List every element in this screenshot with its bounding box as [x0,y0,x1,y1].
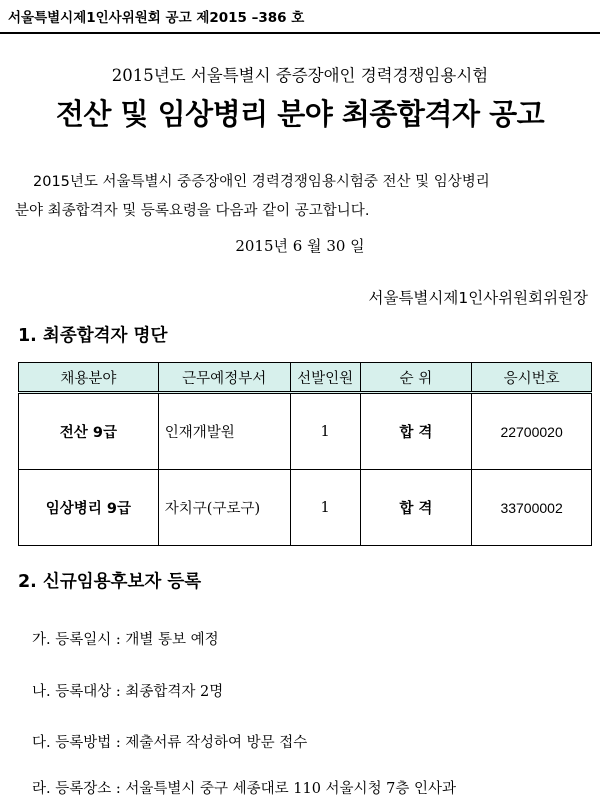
header-department: 근무예정부서 [158,363,290,393]
header-rank: 순 위 [360,363,472,393]
document-title: 전산 및 임상병리 분야 최종합격자 공고 [55,97,545,131]
cell-count: 1 [290,470,360,546]
table-header-row [19,363,592,393]
registration-item: 라. 등록장소 : 서울특별시 중구 세종대로 110 서울시청 7층 인사과 [32,781,457,797]
cell-field: 전산 9급 [19,393,159,470]
cell-count: 1 [290,393,360,470]
cell-rank: 합 격 [360,470,472,546]
cell-department: 인재개발원 [158,393,290,470]
table-row [19,470,592,546]
document-subtitle: 2015년도 서울특별시 중증장애인 경력경쟁임용시험 [111,66,489,85]
intro-paragraph-line-1: 2015년도 서울특별시 중증장애인 경력경쟁임용시험중 전산 및 임상병리 [33,174,490,190]
section-1-heading: 1. 최종합격자 명단 [18,326,168,346]
registration-item: 가. 등록일시 : 개별 통보 예정 [32,632,219,648]
cell-rank: 합 격 [360,393,472,470]
header-field: 채용분야 [19,363,159,393]
header-exam-number: 응시번호 [472,363,592,393]
section-2-heading: 2. 신규임용후보자 등록 [18,572,202,592]
intro-paragraph-line-2: 분야 최종합격자 및 등록요령을 다음과 같이 공고합니다. [15,203,370,219]
signer: 서울특별시제1인사위원회위원장 [368,289,588,307]
cell-field: 임상병리 9급 [19,470,159,546]
cell-exam-number: 33700002 [472,470,592,546]
registration-item: 나. 등록대상 : 최종합격자 2명 [32,684,224,700]
successful-candidates-table [18,362,592,546]
announcement-date: 2015년 6 월 30 일 [235,237,365,255]
header-divider [0,32,600,34]
cell-exam-number: 22700020 [472,393,592,470]
table-row [19,393,592,470]
registration-item: 다. 등록방법 : 제출서류 작성하여 방문 접수 [32,735,308,751]
cell-department: 자치구(구로구) [158,470,290,546]
notice-number: 서울특별시제1인사위원회 공고 제2015 –386 호 [8,10,305,26]
header-count: 선발인원 [290,363,360,393]
